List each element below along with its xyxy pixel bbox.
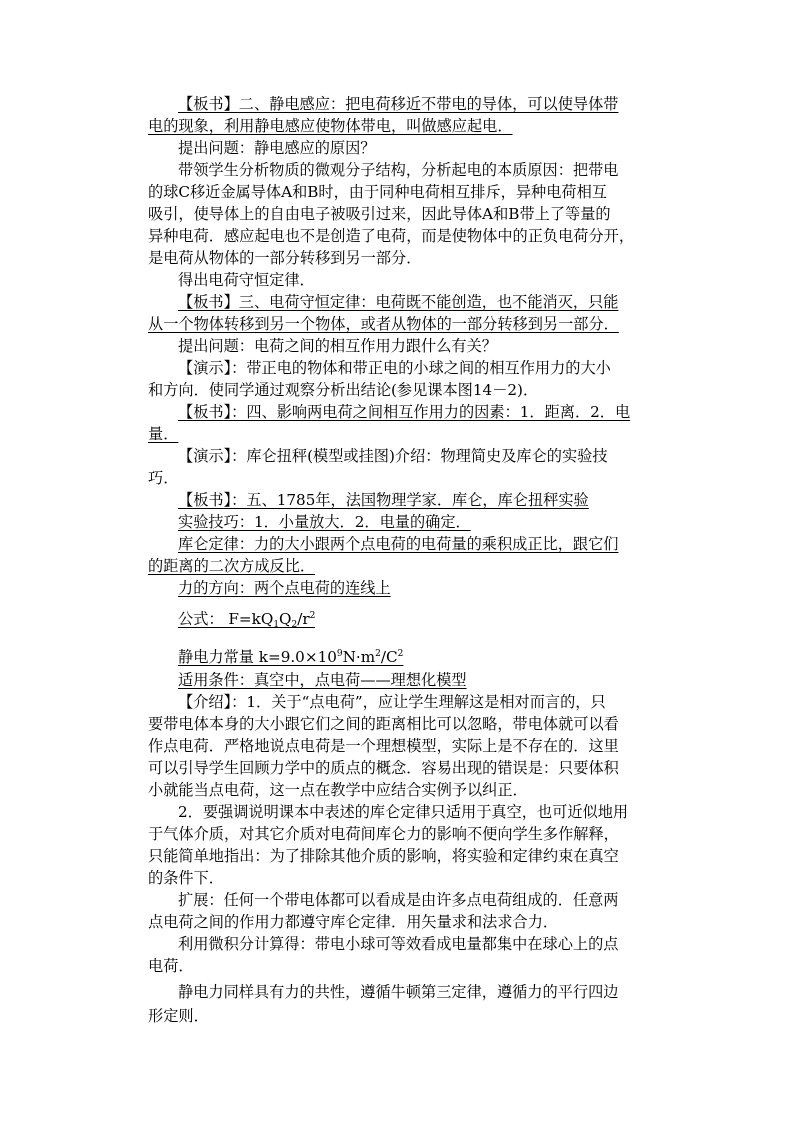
text-line: 【板书】二、静电感应：把电荷移近不带电的导体，可以使导体带 <box>178 95 619 113</box>
text-line: 力的方向：两个点电荷的连线上 <box>178 579 391 597</box>
text-line: 提出问题：电荷之间的相互作用力跟什么有关？ <box>178 337 497 355</box>
text-line: 适用条件：真空中，点电荷——理想化模型 <box>178 671 467 689</box>
text-line: 【演示】：库仑扭秤(模型或挂图)介绍：物理简史及库仑的实验技 <box>178 447 608 465</box>
text-line: 利用微积分计算得：带电小球可等效看成电量都集中在球心上的点 <box>178 935 619 953</box>
text-line: 小就能当点电荷，这一点在教学中应结合实例予以纠正． <box>148 781 528 799</box>
text-line: 带领学生分析物质的微观分子结构，分析起电的本质原因：把带电 <box>178 161 619 179</box>
text-line: 【板书】：五、1785年，法国物理学家．库仑，库仑扭秤实验 <box>178 491 589 509</box>
text-line: 【演示】：带正电的物体和带正电的小球之间的相互作用力的大小 <box>178 359 611 377</box>
text-line: 静电力同样具有力的共性，遵循牛顿第三定律，遵循力的平行四边 <box>178 983 619 1001</box>
text-line: 形定则． <box>148 1007 209 1025</box>
formula-coulomb: 公式： $F=kQ_1Q_2/r^2$ <box>178 606 315 628</box>
text-line: 巧． <box>148 469 179 487</box>
text-line: 和方向．使同学通过观察分析出结论(参见课本图14－2)． <box>148 381 539 399</box>
text-line: 库仑定律：力的大小跟两个点电荷的电荷量的乘积成正比，跟它们 <box>178 535 619 553</box>
text-line: 只能简单地指出：为了排除其他介质的影响，将实验和定律约束在真空 <box>148 847 619 865</box>
text-line: 2．要强调说明课本中表述的库仑定律只适用于真空，也可近似地用 <box>178 803 629 821</box>
text-line: 【板书】：四、影响两电荷之间相互作用力的因素：1．距离．2．电 <box>178 403 631 421</box>
text-line: 得出电荷守恒定律． <box>178 271 315 289</box>
text-line: 【介绍】：1．关于“点电荷”，应让学生理解这是相对而言的，只 <box>178 693 606 711</box>
text-line: 点电荷之间的作用力都遵守库仑定律．用矢量求和法求合力． <box>148 913 559 931</box>
text-line: 量． <box>148 425 179 443</box>
text-line: 吸引，使导体上的自由电子被吸引过来，因此导体A和B带上了等量的 <box>148 205 611 223</box>
text-line: 【板书】三、电荷守恒定律：电荷既不能创造，也不能消灭，只能 <box>178 293 619 311</box>
text-line: 电荷． <box>148 957 194 975</box>
text-line: 的球C移近金属导体A和B时，由于同种电荷相互排斥，异种电荷相互 <box>148 183 607 201</box>
text-line: 于气体介质，对其它介质对电荷间库仑力的影响不便向学生多作解释， <box>148 825 619 843</box>
text-line: 要带电体本身的大小跟它们之间的距离相比可以忽略，带电体就可以看 <box>148 715 619 733</box>
text-line: 可以引导学生回顾力学中的质点的概念．容易出现的错误是：只要体积 <box>148 759 619 777</box>
text-line: 实验技巧：1．小量放大．2．电量的确定． <box>178 513 471 531</box>
text-line: 电的现象，利用静电感应使物体带电，叫做感应起电． <box>148 117 513 135</box>
text-line: 是电荷从物体的一部分转移到另一部分． <box>148 249 422 267</box>
text-line: 从一个物体转移到另一个物体，或者从物体的一部分转移到另一部分． <box>148 315 619 333</box>
text-line: 扩展：任何一个带电体都可以看成是由许多点电荷组成的．任意两 <box>178 891 619 909</box>
formula-constant: 静电力常量 $k=9.0\times 10^9N\cdot m^2/C^2$ <box>178 648 404 666</box>
text-line: 提出问题：静电感应的原因？ <box>178 139 376 157</box>
text-line: 异种电荷．感应起电也不是创造了电荷，而是使物体中的正负电荷分开， <box>148 227 634 245</box>
text-line: 的距离的二次方成反比． <box>148 557 316 575</box>
text-line: 的条件下． <box>148 869 224 887</box>
text-line: 作点电荷．严格地说点电荷是一个理想模型，实际上是不存在的．这里 <box>148 737 619 755</box>
